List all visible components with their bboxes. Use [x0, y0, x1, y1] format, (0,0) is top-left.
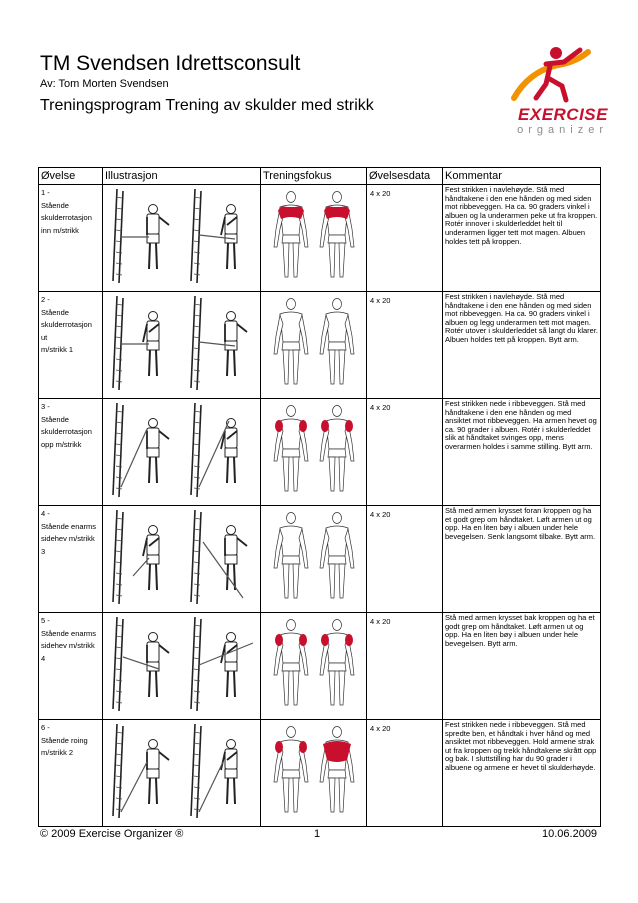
- exercise-name-line: Stående enarms: [41, 521, 97, 531]
- exercise-data-cell: 4 x 20: [367, 185, 443, 292]
- exercise-name-cell: [39, 506, 103, 613]
- highlight-deltoid-muscle: [275, 741, 283, 753]
- comment-cell: Fest strikken nede i ribbeveggen. Stå med håndtakene i den ene hånden og med ansiktet mot ribbeveggen. Ha armen hevet og ca. 90 grader i albuen. Rotér i skulderleddet slik at håndtaket svinges opp, mens overarmen holdes i samme stilling. Bytt arm.: [443, 399, 601, 506]
- training-focus-cell: [261, 613, 367, 720]
- exercise-data-cell: 4 x 20: [367, 720, 443, 827]
- exercise-name-cell: [39, 399, 103, 506]
- exercising-person-icon: [221, 633, 237, 698]
- exercise-name-line: skulderrotasjon: [41, 427, 92, 436]
- wall-bars-icon: [113, 189, 123, 283]
- exercise-data-cell: 4 x 20: [367, 399, 443, 506]
- column-header-illustration: Illustrasjon: [103, 168, 261, 185]
- table-row: [39, 399, 601, 506]
- exercise-name-line: Stående: [41, 200, 69, 210]
- highlight-upper-back-muscles: [323, 741, 351, 762]
- exercising-person-icon: [147, 205, 169, 270]
- wall-bars-icon: [191, 189, 201, 283]
- exercise-name-line: 5 -: [41, 616, 50, 625]
- footer-copyright: © 2009 Exercise Organizer ®: [40, 828, 184, 840]
- exercise-illustration: [103, 292, 260, 394]
- body-front-icon: [274, 192, 308, 278]
- company-title: TM Svendsen Idrettsconsult: [40, 52, 301, 75]
- highlight-deltoid-muscle: [299, 420, 307, 432]
- logo-wordmark: EXERCISE: [518, 105, 608, 124]
- exercise-name-line: 6 -: [41, 723, 50, 732]
- comment-cell: Fest strikken nede i ribbeveggen. Stå med spredte ben, et håndtak i hver hånd og med ansiktet mot ribbeveggen. Hold armene strak ut fra kroppen og trekk håndtakene skrått opp og bak. I sluttstilling har du 90 grader i albuene og armene er hevet til skulderhøyde.: [443, 720, 601, 827]
- exercising-person-icon: [143, 526, 159, 591]
- exercise-organizer-logo: [484, 40, 608, 136]
- exercise-illustration-cell: [103, 185, 261, 292]
- muscle-focus-figures: [261, 613, 366, 715]
- exercise-name-line: Stående: [41, 414, 69, 424]
- column-header-comment: Kommentar: [443, 168, 601, 185]
- highlight-deltoid-muscle: [299, 634, 307, 646]
- runner-icon: [484, 40, 608, 110]
- highlight-deltoid-muscle: [345, 634, 353, 646]
- body-back-icon: [320, 620, 354, 706]
- training-focus-cell: [261, 292, 367, 399]
- exercise-illustration-cell: [103, 399, 261, 506]
- wall-bars-icon: [113, 510, 123, 604]
- exercising-person-icon: [147, 740, 169, 805]
- exercising-person-icon: [225, 312, 247, 377]
- exercising-person-icon: [147, 419, 169, 484]
- exercise-name-line: 4 -: [41, 509, 50, 518]
- body-front-icon: [274, 299, 308, 385]
- exercise-name-line: 2 -: [41, 295, 50, 304]
- training-focus-cell: [261, 185, 367, 292]
- exercise-illustration: [103, 506, 260, 608]
- comment-cell: Fest strikken i navlehøyde. Stå med håndtakene i den ene hånden og med siden mot ribbeveggen. Ha ca. 90 graders vinkel i albuen og la underarmen peke ut fra kroppen. Rotér innover i skulderleddet helt til underarmen ligger tett mot magen. Albuen holdes tett på kroppen.: [443, 185, 601, 292]
- logo-subtitle: organizer: [517, 124, 608, 136]
- footer-page-number: 1: [314, 828, 321, 840]
- wall-bars-icon: [191, 296, 201, 390]
- exercise-name-cell: [39, 720, 103, 827]
- exercise-illustration-cell: [103, 613, 261, 720]
- table-row: [39, 613, 601, 720]
- table-row: [39, 506, 601, 613]
- body-back-icon: [320, 406, 354, 492]
- highlight-deltoid-muscle: [275, 420, 283, 432]
- table-header-row: [39, 168, 601, 185]
- exercising-person-icon: [225, 526, 247, 591]
- exercise-name-line: 1 -: [41, 188, 50, 197]
- exercise-name-line: Stående: [41, 307, 69, 317]
- exercising-person-icon: [221, 740, 237, 805]
- exercise-name-line: Stående enarms: [41, 628, 97, 638]
- exercise-data-cell: 4 x 20: [367, 292, 443, 399]
- exercise-illustration: [103, 720, 260, 822]
- muscle-focus-figures: [261, 292, 366, 394]
- resistance-band-icon: [121, 762, 147, 812]
- wall-bars-icon: [191, 403, 201, 497]
- body-front-icon: [274, 727, 308, 813]
- exercise-illustration: [103, 613, 260, 715]
- wall-bars-icon: [113, 296, 123, 390]
- highlight-deltoid-muscle: [321, 420, 329, 432]
- exercise-name-line: sidehev m/strikk: [41, 641, 95, 650]
- exercise-data-cell: 4 x 20: [367, 506, 443, 613]
- body-front-icon: [274, 406, 308, 492]
- exercise-name-line: m/strikk 1: [41, 345, 74, 354]
- exercise-name-line: 4: [41, 653, 46, 663]
- exercise-name-line: m/strikk 2: [41, 748, 74, 757]
- resistance-band-icon: [199, 762, 223, 812]
- wall-bars-icon: [191, 724, 201, 818]
- exercise-name-line: 3: [41, 546, 46, 556]
- exercise-name-cell: [39, 292, 103, 399]
- exercise-name-line: inn m/strikk: [41, 225, 79, 235]
- exercise-illustration-cell: [103, 506, 261, 613]
- training-focus-cell: [261, 506, 367, 613]
- wall-bars-icon: [191, 510, 201, 604]
- resistance-band-icon: [133, 558, 149, 576]
- program-title: Treningsprogram Trening av skulder med strikk: [40, 97, 374, 114]
- highlight-deltoid-muscle: [275, 634, 283, 646]
- footer-date: 10.06.2009: [542, 828, 598, 840]
- column-header-exercise-data: Øvelsesdata: [367, 168, 443, 185]
- comment-cell: Stå med armen krysset bak kroppen og ha et godt grep om håndtaket. Løft armen ut og opp. Ha en liten bøy i albuen under hele bevegelsen. Bytt arm.: [443, 613, 601, 720]
- column-header-exercise: Øvelse: [39, 168, 103, 185]
- exercising-person-icon: [147, 633, 169, 698]
- body-back-icon: [320, 192, 354, 278]
- muscle-focus-figures: [261, 506, 366, 608]
- wall-bars-icon: [191, 617, 201, 711]
- table-row: [39, 185, 601, 292]
- wall-bars-icon: [113, 403, 123, 497]
- exercise-data-cell: 4 x 20: [367, 613, 443, 720]
- exercise-illustration: [103, 399, 260, 501]
- body-back-icon: [320, 727, 354, 813]
- body-back-icon: [320, 513, 354, 599]
- body-front-icon: [274, 513, 308, 599]
- table-row: [39, 720, 601, 827]
- column-header-focus: Treningsfokus: [261, 168, 367, 185]
- exercise-name-cell: [39, 185, 103, 292]
- highlight-deltoid-muscle: [321, 634, 329, 646]
- comment-cell: Stå med armen krysset foran kroppen og ha et godt grep om håndtaket. Løft armen ut og opp. Ha en liten bøy i albuen under hele bevegelsen. Senk langsomt tilbake. Bytt arm.: [443, 506, 601, 613]
- exercise-name-cell: [39, 613, 103, 720]
- body-back-icon: [320, 299, 354, 385]
- exercise-illustration-cell: [103, 720, 261, 827]
- training-focus-cell: [261, 720, 367, 827]
- exercising-person-icon: [221, 419, 237, 484]
- exercise-illustration: [103, 185, 260, 287]
- exercise-name-line: opp m/strikk: [41, 439, 82, 449]
- exercise-illustration-cell: [103, 292, 261, 399]
- muscle-focus-figures: [261, 399, 366, 501]
- table-row: [39, 292, 601, 399]
- exercise-name-line: skulderrotasjon: [41, 213, 92, 222]
- highlight-deltoid-muscle: [299, 741, 307, 753]
- resistance-band-icon: [121, 429, 147, 487]
- exercise-name-line: sidehev m/strikk: [41, 534, 95, 543]
- exercise-table: [38, 167, 601, 827]
- exercise-name-line: skulderrotasjon ut: [41, 320, 92, 342]
- exercising-person-icon: [221, 205, 237, 270]
- author-line: Av: Tom Morten Svendsen: [40, 78, 169, 90]
- comment-cell: Fest strikken i navlehøyde. Stå med håndtakene i den ene hånden og med siden mot ribbeveggen. Ha ca. 90 graders vinkel i albuen og legg underarmen tett mot magen. Rotér utover i skulderleddet så langt du klarer. Albuen holdes tett på kroppen. Bytt arm.: [443, 292, 601, 399]
- muscle-focus-figures: [261, 185, 366, 287]
- exercise-name-line: Stående roing: [41, 735, 88, 745]
- training-focus-cell: [261, 399, 367, 506]
- wall-bars-icon: [113, 724, 123, 818]
- exercise-name-line: 3 -: [41, 402, 50, 411]
- highlight-deltoid-muscle: [345, 420, 353, 432]
- wall-bars-icon: [113, 617, 123, 711]
- body-front-icon: [274, 620, 308, 706]
- muscle-focus-figures: [261, 720, 366, 822]
